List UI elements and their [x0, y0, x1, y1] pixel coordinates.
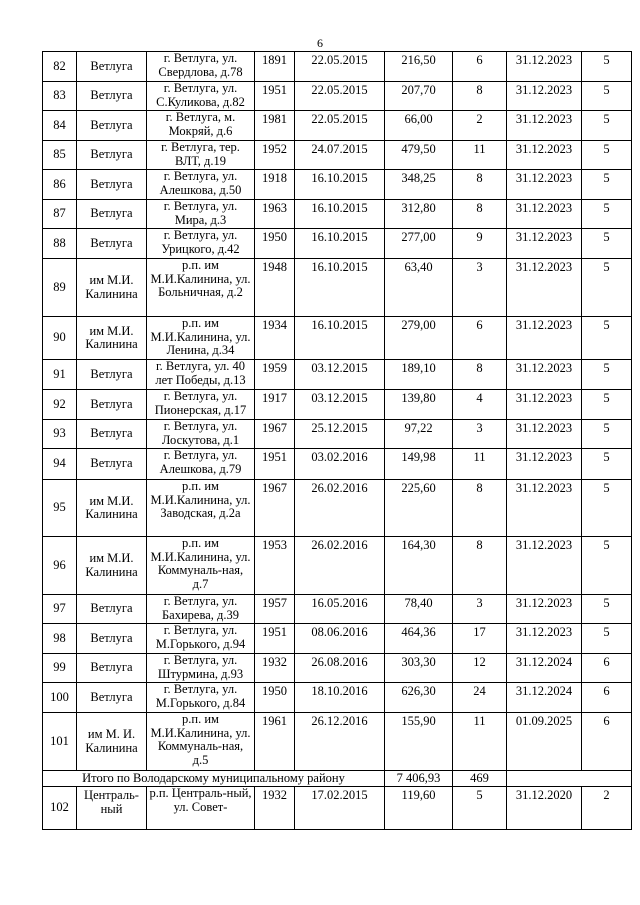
table-row [43, 787, 632, 830]
residents-cell: 6 [453, 52, 507, 82]
settlement-cell: Ветлуга [77, 360, 147, 390]
row-number: 90 [43, 317, 77, 360]
year-cell: 1959 [255, 360, 295, 390]
row-number: 95 [43, 480, 77, 537]
stage-cell: 5 [582, 259, 632, 317]
settlement-cell: Ветлуга [77, 683, 147, 713]
table-row [43, 111, 632, 141]
year-cell: 1967 [255, 420, 295, 449]
address-cell: г. Ветлуга, ул. Лоскутова, д.1 [147, 420, 255, 449]
area-cell: 207,70 [385, 82, 453, 111]
date-cell: 17.02.2015 [295, 787, 385, 830]
row-number: 83 [43, 82, 77, 111]
date-cell: 03.12.2015 [295, 360, 385, 390]
year-cell: 1951 [255, 82, 295, 111]
address-cell: г. Ветлуга, ул. 40 лет Победы, д.13 [147, 360, 255, 390]
total-label: Итого по Володарскому муниципальному району [43, 771, 385, 787]
year-cell: 1961 [255, 713, 295, 771]
settlement-cell: им М. И. Калинина [77, 713, 147, 771]
address-cell: р.п. Централь-ный, ул. Совет- [147, 787, 255, 830]
table-row [43, 52, 632, 82]
area-cell: 225,60 [385, 480, 453, 537]
area-cell: 66,00 [385, 111, 453, 141]
residents-cell: 8 [453, 360, 507, 390]
area-cell: 119,60 [385, 787, 453, 830]
settlement-cell: Ветлуга [77, 449, 147, 480]
table-row [43, 654, 632, 683]
area-cell: 626,30 [385, 683, 453, 713]
date-cell: 16.05.2016 [295, 595, 385, 624]
residents-cell: 2 [453, 111, 507, 141]
address-cell: г. Ветлуга, тер. ВЛТ, д.19 [147, 141, 255, 170]
deadline-cell: 31.12.2023 [507, 141, 582, 170]
settlement-cell: Ветлуга [77, 390, 147, 420]
stage-cell: 5 [582, 449, 632, 480]
deadline-cell: 31.12.2023 [507, 259, 582, 317]
date-cell: 03.02.2016 [295, 449, 385, 480]
stage-cell: 6 [582, 683, 632, 713]
residents-cell: 11 [453, 141, 507, 170]
settlement-cell: им М.И. Калинина [77, 259, 147, 317]
deadline-cell: 31.12.2023 [507, 229, 582, 259]
deadline-cell: 31.12.2023 [507, 595, 582, 624]
row-number: 97 [43, 595, 77, 624]
stage-cell: 5 [582, 229, 632, 259]
address-cell: р.п. им М.И.Калинина, ул. Ленина, д.34 [147, 317, 255, 360]
date-cell: 08.06.2016 [295, 624, 385, 654]
table-row [43, 259, 632, 317]
residents-cell: 8 [453, 82, 507, 111]
year-cell: 1950 [255, 683, 295, 713]
deadline-cell: 31.12.2023 [507, 111, 582, 141]
year-cell: 1891 [255, 52, 295, 82]
year-cell: 1932 [255, 787, 295, 830]
residents-cell: 5 [453, 787, 507, 830]
date-cell: 16.10.2015 [295, 317, 385, 360]
area-cell: 189,10 [385, 360, 453, 390]
year-cell: 1951 [255, 449, 295, 480]
row-number: 89 [43, 259, 77, 317]
address-cell: г. Ветлуга, м. Мокряй, д.6 [147, 111, 255, 141]
residents-cell: 3 [453, 420, 507, 449]
table-row [43, 420, 632, 449]
stage-cell: 5 [582, 317, 632, 360]
deadline-cell: 31.12.2023 [507, 420, 582, 449]
table-row [43, 390, 632, 420]
deadline-cell: 31.12.2023 [507, 480, 582, 537]
row-number: 84 [43, 111, 77, 141]
date-cell: 16.10.2015 [295, 229, 385, 259]
date-cell: 03.12.2015 [295, 390, 385, 420]
row-number: 100 [43, 683, 77, 713]
table-row [43, 200, 632, 229]
year-cell: 1948 [255, 259, 295, 317]
date-cell: 24.07.2015 [295, 141, 385, 170]
address-cell: г. Ветлуга, ул. Штурмина, д.93 [147, 654, 255, 683]
stage-cell: 5 [582, 480, 632, 537]
date-cell: 22.05.2015 [295, 111, 385, 141]
address-cell: г. Ветлуга, ул. М.Горького, д.84 [147, 683, 255, 713]
address-cell: г. Ветлуга, ул. С.Куликова, д.82 [147, 82, 255, 111]
settlement-cell: Ветлуга [77, 52, 147, 82]
total-residents: 469 [453, 771, 507, 787]
address-cell: г. Ветлуга, ул. М.Горького, д.94 [147, 624, 255, 654]
deadline-cell: 31.12.2023 [507, 82, 582, 111]
residents-cell: 12 [453, 654, 507, 683]
row-number: 92 [43, 390, 77, 420]
stage-cell: 5 [582, 141, 632, 170]
address-cell: г. Ветлуга, ул. Алешкова, д.79 [147, 449, 255, 480]
settlement-cell: Ветлуга [77, 624, 147, 654]
area-cell: 78,40 [385, 595, 453, 624]
table-row [43, 170, 632, 200]
residents-cell: 8 [453, 200, 507, 229]
table-row [43, 229, 632, 259]
address-cell: р.п. им М.И.Калинина, ул. Коммуналь-ная, д.7 [147, 537, 255, 595]
address-cell: р.п. им М.И.Калинина, ул. Больничная, д.2 [147, 259, 255, 317]
table-row [43, 360, 632, 390]
table-row [43, 82, 632, 111]
residents-cell: 17 [453, 624, 507, 654]
total-empty [507, 771, 632, 787]
deadline-cell: 31.12.2023 [507, 52, 582, 82]
address-cell: г. Ветлуга, ул. Свердлова, д.78 [147, 52, 255, 82]
row-number: 82 [43, 52, 77, 82]
address-cell: р.п. им М.И.Калинина, ул. Коммуналь-ная, д.5 [147, 713, 255, 771]
stage-cell: 5 [582, 170, 632, 200]
row-number: 101 [43, 713, 77, 771]
deadline-cell: 31.12.2023 [507, 360, 582, 390]
date-cell: 16.10.2015 [295, 200, 385, 229]
residents-cell: 8 [453, 480, 507, 537]
address-cell: р.п. им М.И.Калинина, ул. Заводская, д.2а [147, 480, 255, 537]
deadline-cell: 31.12.2024 [507, 654, 582, 683]
deadline-cell: 31.12.2023 [507, 170, 582, 200]
stage-cell: 5 [582, 200, 632, 229]
year-cell: 1917 [255, 390, 295, 420]
settlement-cell: Ветлуга [77, 111, 147, 141]
stage-cell: 5 [582, 595, 632, 624]
residents-cell: 11 [453, 713, 507, 771]
year-cell: 1951 [255, 624, 295, 654]
area-cell: 149,98 [385, 449, 453, 480]
settlement-cell: Централь-ный [77, 787, 147, 830]
row-number: 91 [43, 360, 77, 390]
year-cell: 1957 [255, 595, 295, 624]
stage-cell: 5 [582, 624, 632, 654]
table-row [43, 317, 632, 360]
table-row [43, 713, 632, 771]
date-cell: 22.05.2015 [295, 52, 385, 82]
table-row [43, 624, 632, 654]
address-cell: г. Ветлуга, ул. Урицкого, д.42 [147, 229, 255, 259]
deadline-cell: 01.09.2025 [507, 713, 582, 771]
total-row [43, 771, 632, 787]
settlement-cell: Ветлуга [77, 82, 147, 111]
total-area: 7 406,93 [385, 771, 453, 787]
residents-cell: 24 [453, 683, 507, 713]
settlement-cell: Ветлуга [77, 170, 147, 200]
row-number: 87 [43, 200, 77, 229]
residents-cell: 9 [453, 229, 507, 259]
area-cell: 63,40 [385, 259, 453, 317]
year-cell: 1950 [255, 229, 295, 259]
residents-cell: 8 [453, 537, 507, 595]
area-cell: 277,00 [385, 229, 453, 259]
year-cell: 1952 [255, 141, 295, 170]
date-cell: 16.10.2015 [295, 259, 385, 317]
area-cell: 216,50 [385, 52, 453, 82]
row-number: 99 [43, 654, 77, 683]
row-number: 102 [43, 787, 77, 830]
stage-cell: 5 [582, 52, 632, 82]
year-cell: 1934 [255, 317, 295, 360]
area-cell: 464,36 [385, 624, 453, 654]
area-cell: 348,25 [385, 170, 453, 200]
year-cell: 1932 [255, 654, 295, 683]
stage-cell: 5 [582, 537, 632, 595]
deadline-cell: 31.12.2023 [507, 317, 582, 360]
stage-cell: 5 [582, 111, 632, 141]
date-cell: 26.12.2016 [295, 713, 385, 771]
table-row [43, 449, 632, 480]
area-cell: 97,22 [385, 420, 453, 449]
deadline-cell: 31.12.2023 [507, 200, 582, 229]
address-cell: г. Ветлуга, ул. Мира, д.3 [147, 200, 255, 229]
stage-cell: 5 [582, 360, 632, 390]
table-row [43, 595, 632, 624]
stage-cell: 5 [582, 82, 632, 111]
stage-cell: 6 [582, 654, 632, 683]
residents-cell: 8 [453, 170, 507, 200]
table-row [43, 480, 632, 537]
deadline-cell: 31.12.2023 [507, 537, 582, 595]
residents-cell: 11 [453, 449, 507, 480]
area-cell: 164,30 [385, 537, 453, 595]
settlement-cell: Ветлуга [77, 595, 147, 624]
row-number: 96 [43, 537, 77, 595]
address-cell: г. Ветлуга, ул. Бахирева, д.39 [147, 595, 255, 624]
settlement-cell: Ветлуга [77, 229, 147, 259]
row-number: 88 [43, 229, 77, 259]
residents-cell: 6 [453, 317, 507, 360]
settlement-cell: им М.И. Калинина [77, 537, 147, 595]
row-number: 85 [43, 141, 77, 170]
deadline-cell: 31.12.2024 [507, 683, 582, 713]
year-cell: 1981 [255, 111, 295, 141]
deadline-cell: 31.12.2023 [507, 624, 582, 654]
housing-table [42, 51, 632, 830]
year-cell: 1963 [255, 200, 295, 229]
residents-cell: 4 [453, 390, 507, 420]
date-cell: 26.02.2016 [295, 537, 385, 595]
settlement-cell: Ветлуга [77, 200, 147, 229]
area-cell: 155,90 [385, 713, 453, 771]
area-cell: 479,50 [385, 141, 453, 170]
deadline-cell: 31.12.2023 [507, 449, 582, 480]
date-cell: 26.02.2016 [295, 480, 385, 537]
residents-cell: 3 [453, 259, 507, 317]
table-row [43, 683, 632, 713]
address-cell: г. Ветлуга, ул. Алешкова, д.50 [147, 170, 255, 200]
deadline-cell: 31.12.2020 [507, 787, 582, 830]
stage-cell: 5 [582, 420, 632, 449]
row-number: 86 [43, 170, 77, 200]
date-cell: 16.10.2015 [295, 170, 385, 200]
year-cell: 1918 [255, 170, 295, 200]
page-number: 6 [317, 36, 323, 50]
residents-cell: 3 [453, 595, 507, 624]
settlement-cell: им М.И. Калинина [77, 480, 147, 537]
stage-cell: 5 [582, 390, 632, 420]
date-cell: 26.08.2016 [295, 654, 385, 683]
table-row [43, 537, 632, 595]
table-row [43, 141, 632, 170]
area-cell: 303,30 [385, 654, 453, 683]
year-cell: 1953 [255, 537, 295, 595]
settlement-cell: Ветлуга [77, 141, 147, 170]
address-cell: г. Ветлуга, ул. Пионерская, д.17 [147, 390, 255, 420]
stage-cell: 6 [582, 713, 632, 771]
date-cell: 22.05.2015 [295, 82, 385, 111]
settlement-cell: Ветлуга [77, 654, 147, 683]
settlement-cell: Ветлуга [77, 420, 147, 449]
stage-cell: 2 [582, 787, 632, 830]
area-cell: 312,80 [385, 200, 453, 229]
year-cell: 1967 [255, 480, 295, 537]
date-cell: 18.10.2016 [295, 683, 385, 713]
row-number: 94 [43, 449, 77, 480]
deadline-cell: 31.12.2023 [507, 390, 582, 420]
row-number: 98 [43, 624, 77, 654]
area-cell: 139,80 [385, 390, 453, 420]
date-cell: 25.12.2015 [295, 420, 385, 449]
area-cell: 279,00 [385, 317, 453, 360]
row-number: 93 [43, 420, 77, 449]
settlement-cell: им М.И. Калинина [77, 317, 147, 360]
